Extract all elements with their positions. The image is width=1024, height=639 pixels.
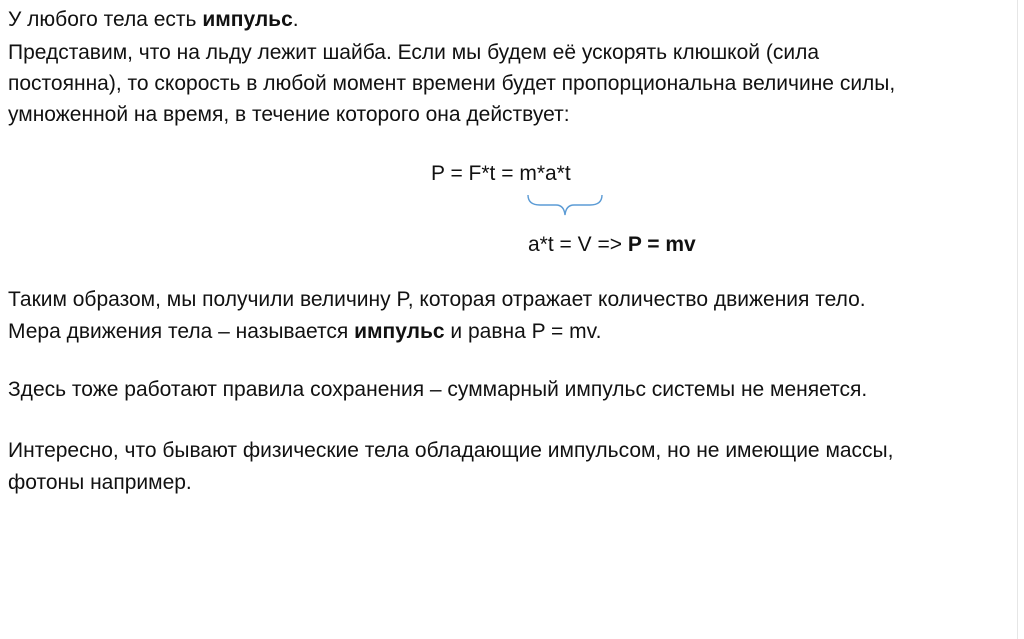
impulse-term: импульс [202, 8, 293, 31]
derived-formula [528, 229, 696, 261]
photon-line-2: фотоны например. [8, 471, 192, 494]
conclusion-line-1: Таким образом, мы получили величину P, которая отражает количество движения тело. [8, 288, 866, 311]
photon-line-1: Интересно, что бывают физические тела обладающие импульсом, но не имеющие массы, [8, 439, 894, 462]
puck-line-3: умноженной на время, в течение которого она действует: [8, 103, 570, 126]
derived-formula-text: a*t = V => [528, 233, 628, 256]
intro-line [8, 4, 299, 36]
curly-brace-icon [526, 193, 604, 219]
conclusion-suffix: и равна P = mv. [444, 320, 602, 343]
conclusion-text: Мера движения тела – называется [8, 320, 355, 343]
intro-period: . [292, 8, 299, 31]
conservation-line: Здесь тоже работают правила сохранения – суммарный импульс системы не меняется. [8, 378, 868, 401]
puck-line-1: Представим, что на льду лежит шайба. Если мы будем её ускорять клюшкой (сила [8, 41, 820, 64]
main-formula: P = F*t = m*a*t [431, 162, 571, 185]
conclusion-line-2 [8, 316, 601, 348]
momentum-formula: P = mv [627, 233, 696, 256]
impulse-term-2: импульс [354, 320, 445, 343]
intro-text: У любого тела есть [8, 8, 203, 31]
puck-line-2: постоянна), то скорость в любой момент времени будет пропорциональна величине силы, [8, 72, 896, 95]
slide-edge [1017, 0, 1018, 639]
